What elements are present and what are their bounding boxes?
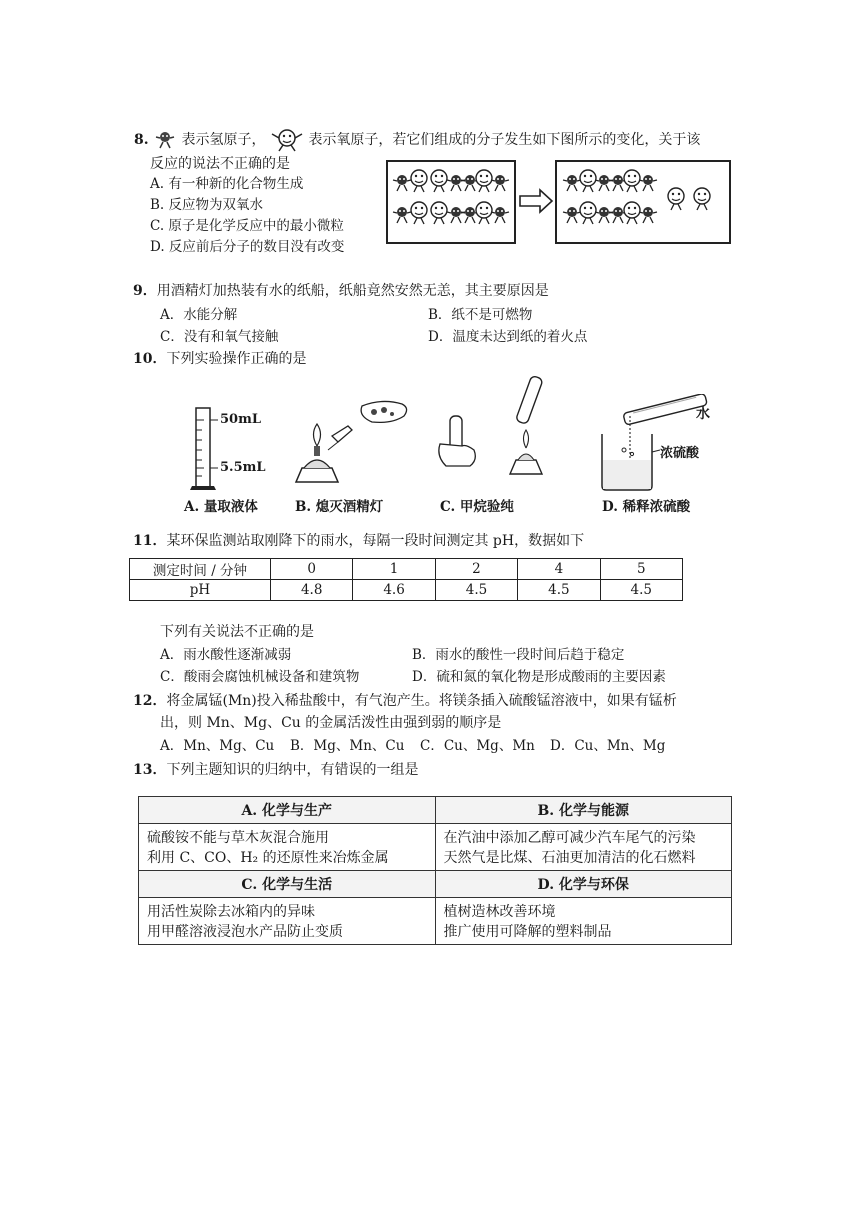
q10-a-mark-50ml: 50mL bbox=[220, 412, 261, 427]
q9-stem-line bbox=[133, 281, 549, 301]
q11-option-c: C．酸雨会腐蚀机械设备和建筑物 bbox=[160, 669, 360, 685]
q11-time-cell: 2 bbox=[435, 559, 517, 580]
reaction-arrow-icon bbox=[520, 190, 552, 212]
q13-cell-d-title: D. 化学与环保 bbox=[435, 871, 732, 898]
q8-stem-a: 表示氢原子， bbox=[181, 132, 266, 148]
q8-option-d: D. 反应前后分子的数目没有改变 bbox=[150, 239, 345, 255]
q12-option-b: B．Mg、Mn、Cu bbox=[290, 738, 405, 754]
table-row bbox=[139, 797, 732, 824]
q8-option-c: C. 原子是化学反应中的最小微粒 bbox=[150, 218, 344, 234]
q9-option-c: C．没有和氧气接触 bbox=[160, 329, 279, 345]
q13-cell-b-title: B. 化学与能源 bbox=[435, 797, 732, 824]
table-row bbox=[130, 580, 683, 601]
q13-cell-b-body bbox=[435, 824, 732, 871]
q11-stem-line bbox=[133, 531, 584, 551]
q13-cell-c-line-1: 用活性炭除去冰箱内的异味 bbox=[147, 904, 315, 920]
q13-stem-line bbox=[133, 760, 418, 780]
q11-ph-cell: 4.5 bbox=[435, 580, 517, 601]
q12-option-a: A．Mn、Mg、Cu bbox=[160, 738, 275, 754]
q11-sub-stem: 下列有关说法不正确的是 bbox=[160, 624, 314, 640]
q11-row-header-time: 测定时间 / 分钟 bbox=[130, 559, 271, 580]
q10-d-acid-callout: 浓硫酸 bbox=[660, 446, 700, 461]
q13-cell-a-title: A. 化学与生产 bbox=[139, 797, 436, 824]
q10-stem-line bbox=[133, 349, 306, 369]
q11-ph-cell: 4.6 bbox=[353, 580, 435, 601]
oxygen-atom-icon bbox=[270, 128, 304, 152]
q13-cell-d-line-1: 植树造林改善环境 bbox=[443, 904, 556, 920]
table-row bbox=[139, 898, 732, 945]
q11-ph-cell: 4.8 bbox=[271, 580, 353, 601]
q10-label-d: D. 稀释浓硫酸 bbox=[602, 499, 691, 515]
q13-topics-table bbox=[138, 796, 732, 945]
q8-stem-line1 bbox=[134, 128, 700, 152]
q12-number: 12． bbox=[133, 693, 167, 709]
q8-reaction-diagram bbox=[386, 160, 732, 244]
q13-cell-c-title: C. 化学与生活 bbox=[139, 871, 436, 898]
q10-label-b: B. 熄灭酒精灯 bbox=[295, 499, 384, 515]
q13-cell-a-body bbox=[139, 824, 436, 871]
q13-cell-d-line-2: 推广使用可降解的塑料制品 bbox=[443, 924, 612, 940]
q13-cell-d-body bbox=[435, 898, 732, 945]
q11-ph-cell: 4.5 bbox=[518, 580, 600, 601]
q11-row-header-ph: pH bbox=[130, 580, 271, 601]
q10-c-methane-test-figure bbox=[436, 374, 556, 496]
hydrogen-atom-icon bbox=[153, 129, 177, 151]
table-row bbox=[139, 824, 732, 871]
q9-option-a: A．水能分解 bbox=[160, 307, 238, 323]
q13-cell-a-line-2: 利用 C、CO、H₂ 的还原性来冶炼金属 bbox=[147, 850, 389, 866]
q10-label-c: C. 甲烷验纯 bbox=[440, 499, 514, 515]
q8-stem-c: 反应的说法不正确的是 bbox=[150, 156, 290, 172]
q10-b-lamp-figure bbox=[292, 384, 422, 496]
q11-time-cell: 1 bbox=[353, 559, 435, 580]
q11-option-a: A．雨水酸性逐渐减弱 bbox=[160, 647, 292, 663]
q10-d-water-callout: 水 bbox=[696, 406, 710, 422]
q13-cell-a-line-1: 硫酸铵不能与草木灰混合施用 bbox=[147, 830, 329, 846]
q10-number: 10． bbox=[133, 351, 167, 367]
q8-number: 8. bbox=[134, 132, 149, 148]
q11-stem: 某环保监测站取刚降下的雨水，每隔一段时间测定其 pH，数据如下 bbox=[166, 533, 585, 549]
q13-cell-c-line-2: 用甲醛溶液浸泡水产品防止变质 bbox=[147, 924, 343, 940]
q10-a-mark-5-5ml: 5.5mL bbox=[220, 460, 266, 475]
q8-stem-b: 表示氧原子，若它们组成的分子发生如下图所示的变化，关于该 bbox=[308, 132, 701, 148]
q8-option-a: A. 有一种新的化合物生成 bbox=[150, 176, 304, 192]
q12-stem-1: 将金属锰(Mn)投入稀盐酸中，有气泡产生。将镁条插入硫酸锰溶液中，如果有锰析 bbox=[166, 693, 677, 709]
q11-time-cell: 0 bbox=[271, 559, 353, 580]
q13-cell-b-line-2: 天然气是比煤、石油更加清洁的化石燃料 bbox=[443, 850, 696, 866]
q12-option-d: D．Cu、Mn、Mg bbox=[550, 738, 666, 754]
q11-time-cell: 5 bbox=[600, 559, 682, 580]
table-row bbox=[130, 559, 683, 580]
q12-stem-line1 bbox=[133, 691, 677, 711]
reactants-box bbox=[387, 161, 515, 243]
q13-cell-c-body bbox=[139, 898, 436, 945]
q13-stem: 下列主题知识的归纳中，有错误的一组是 bbox=[166, 762, 419, 778]
table-row bbox=[139, 871, 732, 898]
q11-ph-cell: 4.5 bbox=[600, 580, 682, 601]
q10-label-a: A. 量取液体 bbox=[184, 499, 258, 515]
q12-stem-2: 出，则 Mn、Mg、Cu 的金属活泼性由强到弱的顺序是 bbox=[160, 715, 502, 731]
q11-ph-table bbox=[129, 558, 683, 601]
q9-number: 9． bbox=[133, 283, 157, 299]
q11-time-cell: 4 bbox=[518, 559, 600, 580]
q12-option-c: C．Cu、Mg、Mn bbox=[420, 738, 535, 754]
q13-cell-b-line-1: 在汽油中添加乙醇可减少汽车尾气的污染 bbox=[443, 830, 696, 846]
q11-option-d: D．硫和氮的氧化物是形成酸雨的主要因素 bbox=[412, 669, 666, 685]
q13-number: 13． bbox=[133, 762, 167, 778]
q11-option-b: B．雨水的酸性一段时间后趋于稳定 bbox=[412, 647, 625, 663]
q9-option-b: B．纸不是可燃物 bbox=[428, 307, 533, 323]
q9-stem: 用酒精灯加热装有水的纸船，纸船竟然安然无恙，其主要原因是 bbox=[156, 283, 549, 299]
q11-number: 11． bbox=[133, 533, 167, 549]
q10-stem: 下列实验操作正确的是 bbox=[166, 351, 307, 367]
q8-option-b: B. 反应物为双氧水 bbox=[150, 197, 264, 213]
q9-option-d: D．温度未达到纸的着火点 bbox=[428, 329, 588, 345]
